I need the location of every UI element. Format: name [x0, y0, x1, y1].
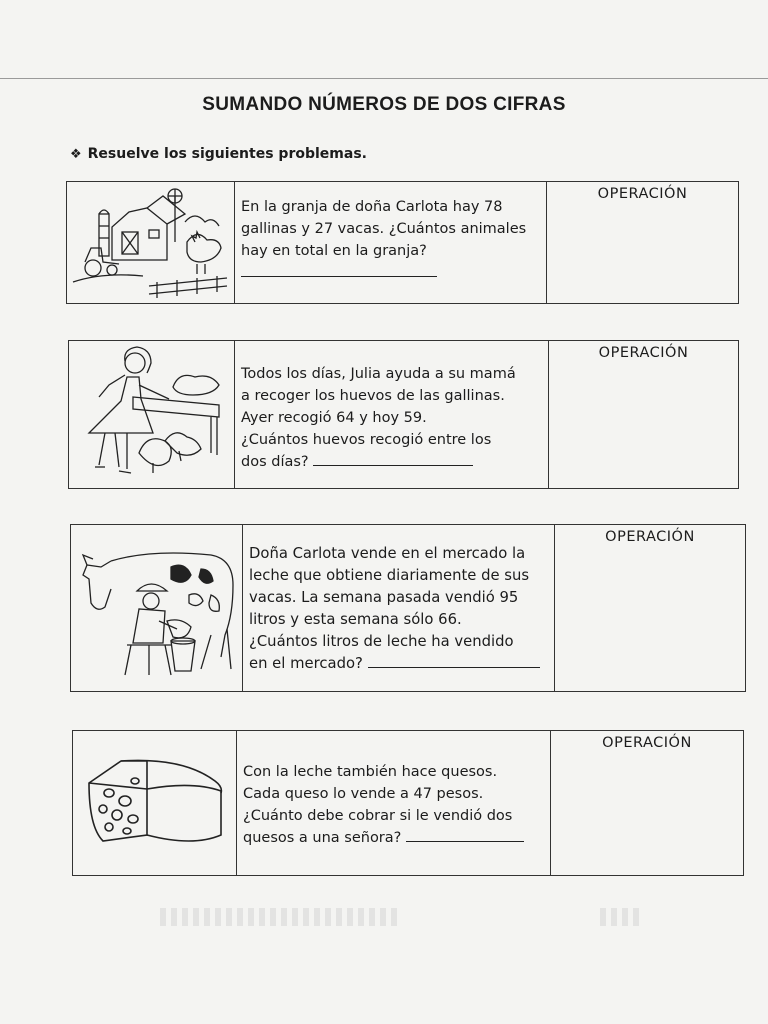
operation-cell-3[interactable]: [555, 525, 745, 691]
problem-1-line-3: hay en total en la granja?: [241, 243, 427, 259]
problem-3-line-2: leche que obtiene diariamente de sus: [249, 567, 530, 584]
problem-text-2: [235, 341, 549, 488]
milking-cow-illustration: [71, 525, 243, 691]
operation-label-1: OPERACIÓN: [597, 186, 688, 202]
problem-box-1: [66, 181, 739, 304]
instruction: [70, 146, 367, 162]
problem-text-1: [235, 182, 547, 303]
cheese-icon: [73, 731, 235, 873]
farm-illustration: [67, 182, 235, 303]
problem-box-4: [72, 730, 744, 876]
bleed-through-mark: [160, 908, 400, 926]
operation-cell-4[interactable]: [551, 731, 743, 875]
problem-3-line-6: en el mercado?: [249, 655, 363, 672]
problem-2-line-5: dos días?: [241, 454, 309, 470]
page-title: SUMANDO NÚMEROS DE DOS CIFRAS: [202, 94, 566, 115]
problem-box-2: [68, 340, 739, 489]
answer-line-2[interactable]: [313, 451, 473, 466]
problem-4-line-3: ¿Cuánto debe cobrar si le vendió dos: [243, 808, 513, 824]
problem-2-line-3: Ayer recogió 64 y hoy 59.: [241, 410, 427, 426]
cheese-illustration: [73, 731, 237, 875]
girl-hens-icon: [69, 341, 233, 487]
bleed-through-mark: [600, 908, 640, 926]
operation-cell-1[interactable]: [547, 182, 738, 303]
problem-text-4: [237, 731, 551, 875]
problem-3-line-4: litros y esta semana sólo 66.: [249, 611, 462, 628]
operation-label-2: OPERACIÓN: [598, 345, 689, 361]
problem-2-line-2: a recoger los huevos de las gallinas.: [241, 388, 505, 404]
problem-box-3: [70, 524, 746, 692]
problem-3-line-1: Doña Carlota vende en el mercado la: [249, 545, 526, 562]
answer-line-4[interactable]: [406, 827, 524, 842]
instruction-text: Resuelve los siguientes problemas.: [87, 146, 367, 162]
operation-label-4: OPERACIÓN: [602, 735, 692, 751]
page-top-rule: [0, 78, 768, 79]
girl-with-hens-illustration: [69, 341, 235, 488]
problem-3-line-3: vacas. La semana pasada vendió 95: [249, 589, 519, 606]
problem-3-line-5: ¿Cuántos litros de leche ha vendido: [249, 633, 514, 650]
operation-label-3: OPERACIÓN: [605, 529, 695, 545]
problem-1-line-1: En la granja de doña Carlota hay 78: [241, 199, 503, 215]
problem-2-line-1: Todos los días, Julia ayuda a su mamá: [241, 366, 516, 382]
problem-text-3: [243, 525, 555, 691]
answer-line-3[interactable]: [368, 653, 540, 668]
problem-2-line-4: ¿Cuántos huevos recogió entre los: [241, 432, 492, 448]
bullet-icon: ❖: [70, 147, 82, 162]
answer-line-1[interactable]: [241, 262, 437, 277]
cow-icon: [71, 525, 241, 689]
problem-1-line-2: gallinas y 27 vacas. ¿Cuántos animales: [241, 221, 527, 237]
farm-icon: [67, 182, 233, 302]
problem-4-line-2: Cada queso lo vende a 47 pesos.: [243, 786, 484, 802]
problem-4-line-1: Con la leche también hace quesos.: [243, 764, 498, 780]
operation-cell-2[interactable]: [549, 341, 738, 488]
problem-4-line-4: quesos a una señora?: [243, 830, 402, 846]
